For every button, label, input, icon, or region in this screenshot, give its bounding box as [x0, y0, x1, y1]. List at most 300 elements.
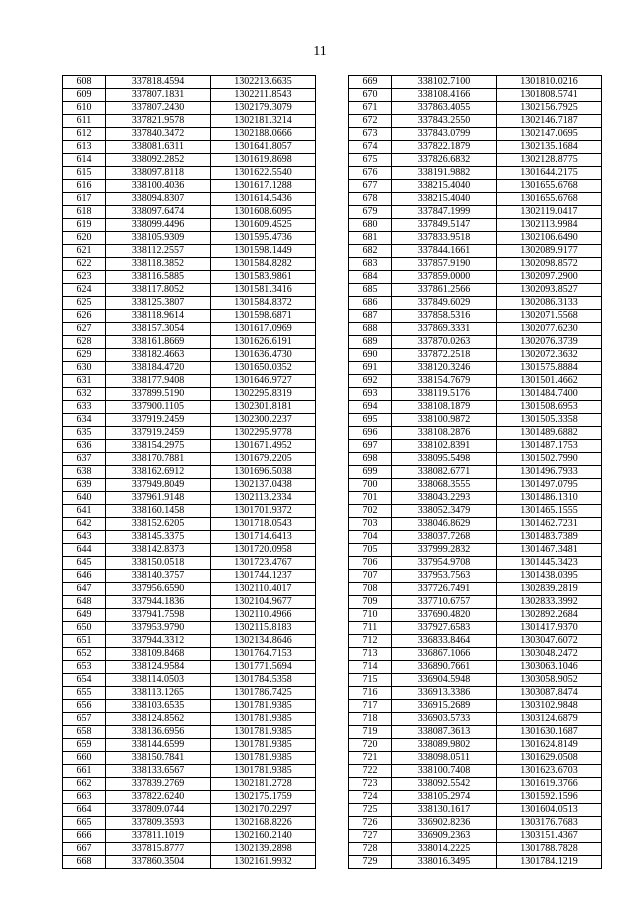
point-number-cell: 634 — [63, 414, 106, 427]
table-row — [349, 791, 602, 804]
y-coordinate-cell: 1301630.1687 — [497, 726, 602, 739]
x-coordinate-cell: 337860.3504 — [106, 856, 211, 869]
y-coordinate-cell: 1301584.8282 — [211, 258, 316, 271]
point-number-cell: 722 — [349, 765, 392, 778]
y-coordinate-cell: 1301641.8057 — [211, 141, 316, 154]
table-row — [63, 856, 316, 869]
point-number-cell: 706 — [349, 557, 392, 570]
y-coordinate-cell: 1303063.1046 — [497, 661, 602, 674]
y-coordinate-cell: 1301467.3481 — [497, 544, 602, 557]
table-row — [349, 674, 602, 687]
point-number-cell: 654 — [63, 674, 106, 687]
point-number-cell: 678 — [349, 193, 392, 206]
x-coordinate-cell: 338124.8562 — [106, 713, 211, 726]
point-number-cell: 657 — [63, 713, 106, 726]
point-number-cell: 642 — [63, 518, 106, 531]
table-row — [349, 856, 602, 869]
x-coordinate-cell: 336915.2689 — [392, 700, 497, 713]
y-coordinate-cell: 1301723.4767 — [211, 557, 316, 570]
x-coordinate-cell: 337919.2459 — [106, 427, 211, 440]
point-number-cell: 719 — [349, 726, 392, 739]
point-number-cell: 700 — [349, 479, 392, 492]
x-coordinate-cell: 338046.8629 — [392, 518, 497, 531]
table-row — [63, 102, 316, 115]
point-number-cell: 629 — [63, 349, 106, 362]
point-number-cell: 633 — [63, 401, 106, 414]
x-coordinate-cell: 338170.7881 — [106, 453, 211, 466]
point-number-cell: 680 — [349, 219, 392, 232]
y-coordinate-cell: 1301508.6953 — [497, 401, 602, 414]
x-coordinate-cell: 338162.6912 — [106, 466, 211, 479]
x-coordinate-cell: 337833.9518 — [392, 232, 497, 245]
x-coordinate-cell: 337809.3593 — [106, 817, 211, 830]
table-row — [349, 830, 602, 843]
y-coordinate-cell: 1301619.8698 — [211, 154, 316, 167]
point-number-cell: 666 — [63, 830, 106, 843]
x-coordinate-cell: 338087.3613 — [392, 726, 497, 739]
x-coordinate-cell: 337861.2566 — [392, 284, 497, 297]
table-row — [349, 427, 602, 440]
x-coordinate-cell: 336902.8236 — [392, 817, 497, 830]
x-coordinate-cell: 337900.1105 — [106, 401, 211, 414]
table-row — [63, 362, 316, 375]
x-coordinate-cell: 338099.4496 — [106, 219, 211, 232]
point-number-cell: 620 — [63, 232, 106, 245]
point-number-cell: 640 — [63, 492, 106, 505]
table-row — [349, 323, 602, 336]
table-row — [349, 245, 602, 258]
table-row — [63, 245, 316, 258]
table-row — [63, 427, 316, 440]
x-coordinate-cell: 338014.2225 — [392, 843, 497, 856]
point-number-cell: 617 — [63, 193, 106, 206]
point-number-cell: 710 — [349, 609, 392, 622]
point-number-cell: 663 — [63, 791, 106, 804]
y-coordinate-cell: 1301462.7231 — [497, 518, 602, 531]
table-row — [349, 141, 602, 154]
x-coordinate-cell: 337815.8777 — [106, 843, 211, 856]
y-coordinate-cell: 1301505.3358 — [497, 414, 602, 427]
point-number-cell: 698 — [349, 453, 392, 466]
table-row — [63, 297, 316, 310]
table-row — [349, 713, 602, 726]
x-coordinate-cell: 337849.5147 — [392, 219, 497, 232]
y-coordinate-cell: 1301595.4736 — [211, 232, 316, 245]
y-coordinate-cell: 1301623.6703 — [497, 765, 602, 778]
table-row — [63, 817, 316, 830]
table-row — [349, 167, 602, 180]
y-coordinate-cell: 1302188.0666 — [211, 128, 316, 141]
table-row — [349, 804, 602, 817]
point-number-cell: 697 — [349, 440, 392, 453]
x-coordinate-cell: 338092.5542 — [392, 778, 497, 791]
x-coordinate-cell: 337710.6757 — [392, 596, 497, 609]
point-number-cell: 611 — [63, 115, 106, 128]
table-row — [349, 310, 602, 323]
table-row — [63, 752, 316, 765]
table-row — [349, 219, 602, 232]
y-coordinate-cell: 1301626.6191 — [211, 336, 316, 349]
table-row — [349, 284, 602, 297]
y-coordinate-cell: 1301624.8149 — [497, 739, 602, 752]
point-number-cell: 618 — [63, 206, 106, 219]
y-coordinate-cell: 1302098.8572 — [497, 258, 602, 271]
y-coordinate-cell: 1301483.7389 — [497, 531, 602, 544]
x-coordinate-cell: 336867.1066 — [392, 648, 497, 661]
table-row — [349, 479, 602, 492]
x-coordinate-cell: 338118.9614 — [106, 310, 211, 323]
table-row — [63, 713, 316, 726]
point-number-cell: 649 — [63, 609, 106, 622]
coordinates-table-left — [62, 75, 316, 869]
table-row — [63, 726, 316, 739]
point-number-cell: 646 — [63, 570, 106, 583]
x-coordinate-cell: 337870.0263 — [392, 336, 497, 349]
y-coordinate-cell: 1301487.1753 — [497, 440, 602, 453]
y-coordinate-cell: 1302839.2819 — [497, 583, 602, 596]
coordinates-table-right — [348, 75, 602, 869]
y-coordinate-cell: 1302072.3632 — [497, 349, 602, 362]
y-coordinate-cell: 1301581.3416 — [211, 284, 316, 297]
table-row — [63, 843, 316, 856]
y-coordinate-cell: 1301502.7990 — [497, 453, 602, 466]
x-coordinate-cell: 338108.1879 — [392, 401, 497, 414]
y-coordinate-cell: 1301598.1449 — [211, 245, 316, 258]
point-number-cell: 716 — [349, 687, 392, 700]
point-number-cell: 638 — [63, 466, 106, 479]
y-coordinate-cell: 1301636.4730 — [211, 349, 316, 362]
point-number-cell: 685 — [349, 284, 392, 297]
x-coordinate-cell: 338161.8669 — [106, 336, 211, 349]
point-number-cell: 639 — [63, 479, 106, 492]
y-coordinate-cell: 1302181.2728 — [211, 778, 316, 791]
point-number-cell: 674 — [349, 141, 392, 154]
table-row — [63, 739, 316, 752]
x-coordinate-cell: 338145.3375 — [106, 531, 211, 544]
table-row — [63, 219, 316, 232]
point-number-cell: 631 — [63, 375, 106, 388]
y-coordinate-cell: 1301617.0969 — [211, 323, 316, 336]
table-row — [349, 336, 602, 349]
x-coordinate-cell: 338157.3054 — [106, 323, 211, 336]
table-row — [349, 752, 602, 765]
point-number-cell: 725 — [349, 804, 392, 817]
point-number-cell: 718 — [349, 713, 392, 726]
x-coordinate-cell: 337826.6832 — [392, 154, 497, 167]
point-number-cell: 688 — [349, 323, 392, 336]
table-row — [63, 518, 316, 531]
y-coordinate-cell: 1301489.6882 — [497, 427, 602, 440]
x-coordinate-cell: 337941.7598 — [106, 609, 211, 622]
point-number-cell: 675 — [349, 154, 392, 167]
table-row — [349, 518, 602, 531]
y-coordinate-cell: 1302128.8775 — [497, 154, 602, 167]
table-row — [349, 609, 602, 622]
table-row — [63, 388, 316, 401]
y-coordinate-cell: 1301614.5436 — [211, 193, 316, 206]
x-coordinate-cell: 338043.2293 — [392, 492, 497, 505]
point-number-cell: 728 — [349, 843, 392, 856]
y-coordinate-cell: 1301696.5038 — [211, 466, 316, 479]
x-coordinate-cell: 337847.1999 — [392, 206, 497, 219]
point-number-cell: 714 — [349, 661, 392, 674]
x-coordinate-cell: 338097.6474 — [106, 206, 211, 219]
x-coordinate-cell: 338182.4663 — [106, 349, 211, 362]
table-row — [349, 271, 602, 284]
table-row — [63, 830, 316, 843]
point-number-cell: 655 — [63, 687, 106, 700]
x-coordinate-cell: 337919.2459 — [106, 414, 211, 427]
x-coordinate-cell: 337843.2550 — [392, 115, 497, 128]
y-coordinate-cell: 1303124.6879 — [497, 713, 602, 726]
point-number-cell: 616 — [63, 180, 106, 193]
y-coordinate-cell: 1301608.6095 — [211, 206, 316, 219]
x-coordinate-cell: 338108.4166 — [392, 89, 497, 102]
y-coordinate-cell: 1301781.9385 — [211, 726, 316, 739]
table-row — [63, 622, 316, 635]
table-row — [63, 544, 316, 557]
x-coordinate-cell: 338113.1265 — [106, 687, 211, 700]
x-coordinate-cell: 338092.2852 — [106, 154, 211, 167]
x-coordinate-cell: 338136.6956 — [106, 726, 211, 739]
table-row — [349, 89, 602, 102]
y-coordinate-cell: 1303047.6072 — [497, 635, 602, 648]
table-row — [63, 479, 316, 492]
y-coordinate-cell: 1301786.7425 — [211, 687, 316, 700]
y-coordinate-cell: 1301650.0352 — [211, 362, 316, 375]
y-coordinate-cell: 1302300.2237 — [211, 414, 316, 427]
table-row — [349, 557, 602, 570]
x-coordinate-cell: 337811.1019 — [106, 830, 211, 843]
x-coordinate-cell: 338108.2876 — [392, 427, 497, 440]
point-number-cell: 610 — [63, 102, 106, 115]
point-number-cell: 676 — [349, 167, 392, 180]
x-coordinate-cell: 338142.8373 — [106, 544, 211, 557]
point-number-cell: 686 — [349, 297, 392, 310]
table-row — [63, 505, 316, 518]
table-row — [349, 349, 602, 362]
x-coordinate-cell: 338177.9408 — [106, 375, 211, 388]
table-row — [349, 661, 602, 674]
point-number-cell: 625 — [63, 297, 106, 310]
x-coordinate-cell: 338105.2974 — [392, 791, 497, 804]
table-row — [349, 492, 602, 505]
table-row — [349, 635, 602, 648]
table-row — [63, 89, 316, 102]
point-number-cell: 699 — [349, 466, 392, 479]
table-row — [349, 180, 602, 193]
y-coordinate-cell: 1302076.3739 — [497, 336, 602, 349]
y-coordinate-cell: 1301781.9385 — [211, 713, 316, 726]
table-body — [63, 76, 316, 869]
x-coordinate-cell: 337844.1661 — [392, 245, 497, 258]
y-coordinate-cell: 1301784.1219 — [497, 856, 602, 869]
table-row — [63, 674, 316, 687]
point-number-cell: 658 — [63, 726, 106, 739]
y-coordinate-cell: 1301781.9385 — [211, 739, 316, 752]
y-coordinate-cell: 1301744.1237 — [211, 570, 316, 583]
y-coordinate-cell: 1302139.2898 — [211, 843, 316, 856]
x-coordinate-cell: 337690.4820 — [392, 609, 497, 622]
x-coordinate-cell: 337872.2518 — [392, 349, 497, 362]
table-row — [349, 778, 602, 791]
y-coordinate-cell: 1303058.9052 — [497, 674, 602, 687]
point-number-cell: 672 — [349, 115, 392, 128]
x-coordinate-cell: 337839.2769 — [106, 778, 211, 791]
x-coordinate-cell: 338016.3495 — [392, 856, 497, 869]
point-number-cell: 705 — [349, 544, 392, 557]
table-row — [349, 531, 602, 544]
table-row — [349, 583, 602, 596]
table-row — [63, 414, 316, 427]
y-coordinate-cell: 1301720.0958 — [211, 544, 316, 557]
point-number-cell: 709 — [349, 596, 392, 609]
y-coordinate-cell: 1302110.4017 — [211, 583, 316, 596]
table-row — [63, 193, 316, 206]
point-number-cell: 619 — [63, 219, 106, 232]
y-coordinate-cell: 1301584.8372 — [211, 297, 316, 310]
y-coordinate-cell: 1303087.8474 — [497, 687, 602, 700]
x-coordinate-cell: 337858.5316 — [392, 310, 497, 323]
y-coordinate-cell: 1302086.3133 — [497, 297, 602, 310]
table-row — [63, 128, 316, 141]
y-coordinate-cell: 1302077.6230 — [497, 323, 602, 336]
x-coordinate-cell: 337807.2430 — [106, 102, 211, 115]
y-coordinate-cell: 1301655.6768 — [497, 193, 602, 206]
table-row — [63, 375, 316, 388]
x-coordinate-cell: 337822.1879 — [392, 141, 497, 154]
y-coordinate-cell: 1303102.9848 — [497, 700, 602, 713]
y-coordinate-cell: 1302146.7187 — [497, 115, 602, 128]
table-row — [349, 375, 602, 388]
y-coordinate-cell: 1301465.1555 — [497, 505, 602, 518]
x-coordinate-cell: 338089.9802 — [392, 739, 497, 752]
y-coordinate-cell: 1302071.5568 — [497, 310, 602, 323]
point-number-cell: 659 — [63, 739, 106, 752]
table-row — [349, 622, 602, 635]
table-row — [63, 778, 316, 791]
table-row — [63, 700, 316, 713]
point-number-cell: 653 — [63, 661, 106, 674]
table-row — [349, 570, 602, 583]
point-number-cell: 652 — [63, 648, 106, 661]
point-number-cell: 615 — [63, 167, 106, 180]
table-row — [349, 726, 602, 739]
x-coordinate-cell: 338097.8118 — [106, 167, 211, 180]
x-coordinate-cell: 337857.9190 — [392, 258, 497, 271]
y-coordinate-cell: 1302110.4966 — [211, 609, 316, 622]
table-row — [349, 115, 602, 128]
x-coordinate-cell: 338103.6535 — [106, 700, 211, 713]
y-coordinate-cell: 1302175.1759 — [211, 791, 316, 804]
x-coordinate-cell: 337726.7491 — [392, 583, 497, 596]
x-coordinate-cell: 338118.3852 — [106, 258, 211, 271]
table-row — [63, 141, 316, 154]
table-row — [349, 440, 602, 453]
y-coordinate-cell: 1301701.9372 — [211, 505, 316, 518]
x-coordinate-cell: 337961.9148 — [106, 492, 211, 505]
point-number-cell: 621 — [63, 245, 106, 258]
point-number-cell: 632 — [63, 388, 106, 401]
y-coordinate-cell: 1302160.2140 — [211, 830, 316, 843]
y-coordinate-cell: 1302211.8543 — [211, 89, 316, 102]
x-coordinate-cell: 338116.5885 — [106, 271, 211, 284]
table-row — [63, 336, 316, 349]
point-number-cell: 662 — [63, 778, 106, 791]
table-row — [63, 206, 316, 219]
table-row — [349, 258, 602, 271]
y-coordinate-cell: 1302113.9984 — [497, 219, 602, 232]
point-number-cell: 703 — [349, 518, 392, 531]
y-coordinate-cell: 1301486.1310 — [497, 492, 602, 505]
x-coordinate-cell: 338120.3246 — [392, 362, 497, 375]
table-row — [349, 102, 602, 115]
point-number-cell: 626 — [63, 310, 106, 323]
y-coordinate-cell: 1301496.7933 — [497, 466, 602, 479]
table-row — [349, 128, 602, 141]
point-number-cell: 622 — [63, 258, 106, 271]
point-number-cell: 623 — [63, 271, 106, 284]
y-coordinate-cell: 1301781.9385 — [211, 752, 316, 765]
x-coordinate-cell: 337807.1831 — [106, 89, 211, 102]
point-number-cell: 648 — [63, 596, 106, 609]
y-coordinate-cell: 1303048.2472 — [497, 648, 602, 661]
table-row — [349, 362, 602, 375]
table-row — [63, 609, 316, 622]
point-number-cell: 609 — [63, 89, 106, 102]
point-number-cell: 645 — [63, 557, 106, 570]
table-row — [63, 271, 316, 284]
y-coordinate-cell: 1302161.9932 — [211, 856, 316, 869]
point-number-cell: 723 — [349, 778, 392, 791]
y-coordinate-cell: 1303151.4367 — [497, 830, 602, 843]
point-number-cell: 724 — [349, 791, 392, 804]
point-number-cell: 677 — [349, 180, 392, 193]
table-row — [63, 258, 316, 271]
table-row — [63, 180, 316, 193]
x-coordinate-cell: 337949.8049 — [106, 479, 211, 492]
x-coordinate-cell: 338098.0511 — [392, 752, 497, 765]
x-coordinate-cell: 336904.5948 — [392, 674, 497, 687]
point-number-cell: 643 — [63, 531, 106, 544]
x-coordinate-cell: 337859.0000 — [392, 271, 497, 284]
x-coordinate-cell: 337809.0744 — [106, 804, 211, 817]
table-row — [349, 388, 602, 401]
table-row — [349, 843, 602, 856]
table-row — [63, 323, 316, 336]
point-number-cell: 711 — [349, 622, 392, 635]
point-number-cell: 664 — [63, 804, 106, 817]
y-coordinate-cell: 1301644.2175 — [497, 167, 602, 180]
table-row — [63, 453, 316, 466]
y-coordinate-cell: 1302115.8183 — [211, 622, 316, 635]
y-coordinate-cell: 1301592.1596 — [497, 791, 602, 804]
point-number-cell: 692 — [349, 375, 392, 388]
x-coordinate-cell: 337822.6240 — [106, 791, 211, 804]
table-row — [349, 505, 602, 518]
point-number-cell: 650 — [63, 622, 106, 635]
x-coordinate-cell: 338119.5176 — [392, 388, 497, 401]
point-number-cell: 669 — [349, 76, 392, 89]
point-number-cell: 704 — [349, 531, 392, 544]
point-number-cell: 687 — [349, 310, 392, 323]
table-row — [63, 167, 316, 180]
table-row — [63, 661, 316, 674]
point-number-cell: 683 — [349, 258, 392, 271]
point-number-cell: 708 — [349, 583, 392, 596]
x-coordinate-cell: 338037.7268 — [392, 531, 497, 544]
point-number-cell: 694 — [349, 401, 392, 414]
